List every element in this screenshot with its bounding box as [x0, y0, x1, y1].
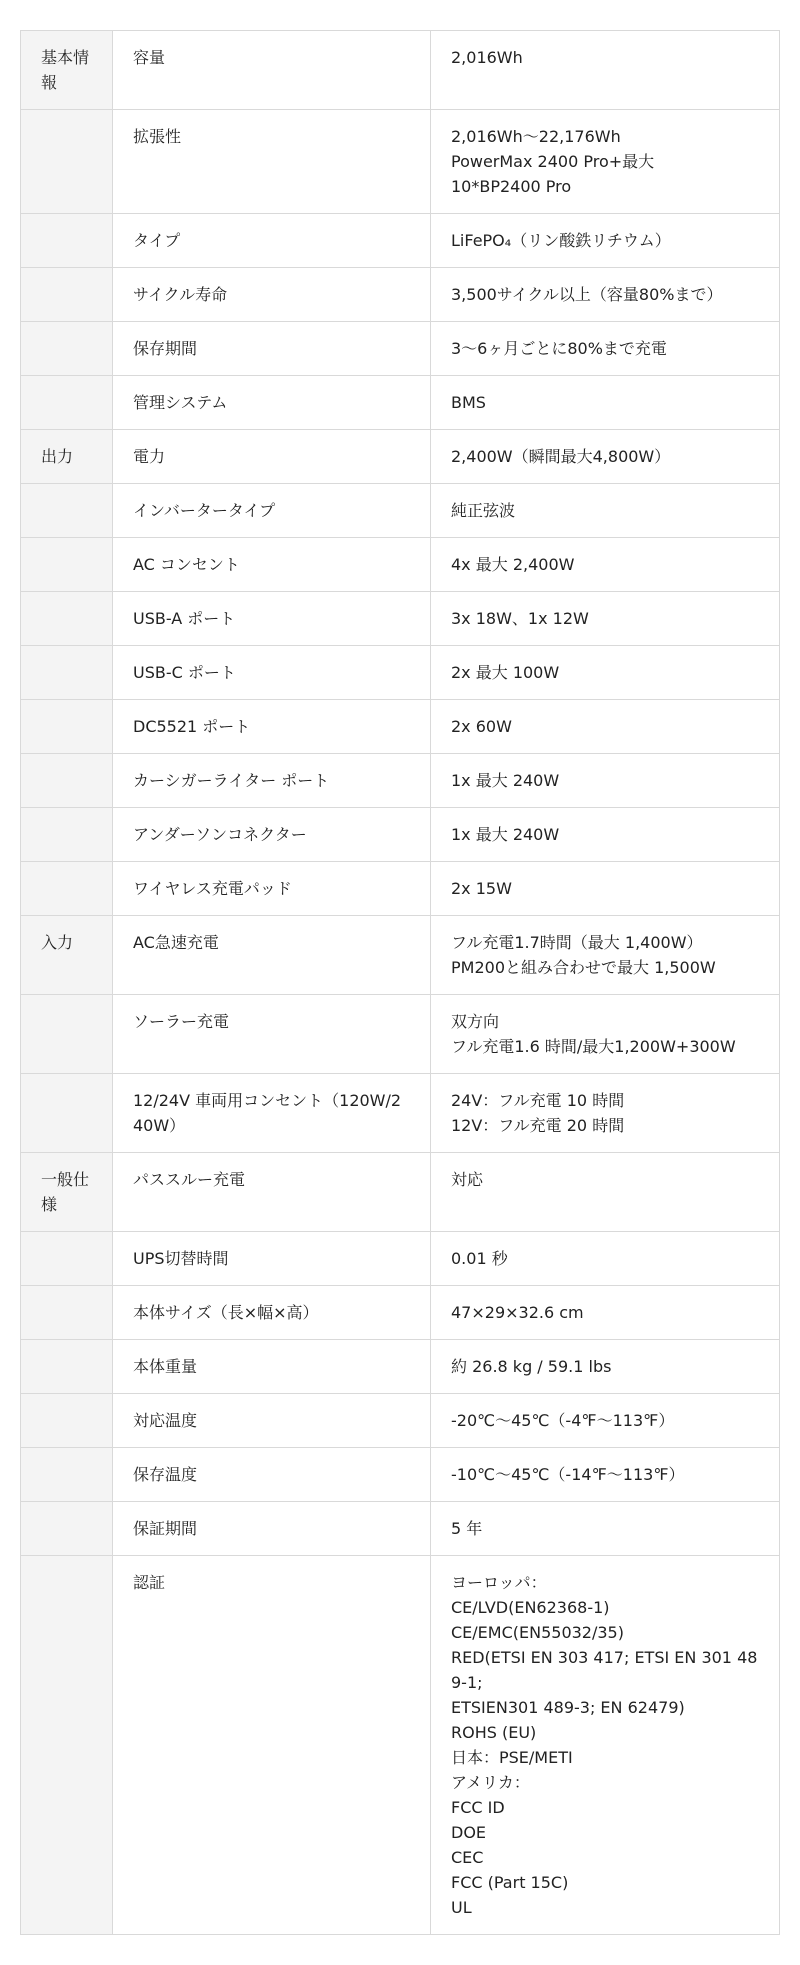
spec-value: 2,016Wh～22,176Wh PowerMax 2400 Pro+最大 10*BP2400 Pro: [431, 110, 780, 214]
spec-label: パススルー充電: [113, 1153, 431, 1232]
category-cell: [21, 1286, 113, 1340]
spec-value: ヨーロッパ： CE/LVD(EN62368-1) CE/EMC(EN55032/35) RED(ETSI EN 303 417; ETSI EN 301 489-1; ETSIEN301 489-3; EN 62479) ROHS (EU) 日本：PSE/METI アメリカ： FCC ID DOE CEC FCC (Part 15C) UL: [431, 1556, 780, 1935]
spec-row: [21, 214, 780, 268]
spec-value: 2x 15W: [431, 862, 780, 916]
spec-label: アンダーソンコネクター: [113, 808, 431, 862]
spec-row: [21, 862, 780, 916]
spec-row: [21, 754, 780, 808]
category-cell: [21, 322, 113, 376]
category-cell: 出力: [21, 430, 113, 484]
spec-row: [21, 1556, 780, 1935]
spec-label: 容量: [113, 31, 431, 110]
spec-label: カーシガーライター ポート: [113, 754, 431, 808]
spec-value: 対応: [431, 1153, 780, 1232]
spec-label: 保存温度: [113, 1448, 431, 1502]
spec-value: BMS: [431, 376, 780, 430]
spec-label: USB-C ポート: [113, 646, 431, 700]
spec-row: [21, 376, 780, 430]
spec-row: [21, 646, 780, 700]
spec-value: 24V：フル充電 10 時間 12V：フル充電 20 時間: [431, 1074, 780, 1153]
spec-value: 0.01 秒: [431, 1232, 780, 1286]
spec-row: [21, 916, 780, 995]
category-cell: [21, 1394, 113, 1448]
category-cell: [21, 754, 113, 808]
spec-value: 47×29×32.6 cm: [431, 1286, 780, 1340]
spec-label: USB-A ポート: [113, 592, 431, 646]
spec-value: フル充電1.7時間（最大 1,400W） PM200と組み合わせで最大 1,500W: [431, 916, 780, 995]
spec-label: 認証: [113, 1556, 431, 1935]
spec-row: [21, 1394, 780, 1448]
spec-value: 3,500サイクル以上（容量80%まで）: [431, 268, 780, 322]
spec-label: ソーラー充電: [113, 995, 431, 1074]
spec-label: 保存期間: [113, 322, 431, 376]
category-cell: [21, 376, 113, 430]
spec-row: [21, 995, 780, 1074]
spec-row: [21, 1448, 780, 1502]
spec-row: [21, 1502, 780, 1556]
category-cell: 一般仕様: [21, 1153, 113, 1232]
spec-value: 4x 最大 2,400W: [431, 538, 780, 592]
spec-row: [21, 700, 780, 754]
spec-label: AC コンセント: [113, 538, 431, 592]
spec-value: 2x 最大 100W: [431, 646, 780, 700]
spec-label: 管理システム: [113, 376, 431, 430]
category-cell: [21, 538, 113, 592]
spec-label: UPS切替時間: [113, 1232, 431, 1286]
spec-value: LiFePO₄（リン酸鉄リチウム）: [431, 214, 780, 268]
spec-label: DC5521 ポート: [113, 700, 431, 754]
spec-row: [21, 538, 780, 592]
category-cell: [21, 1340, 113, 1394]
category-cell: [21, 484, 113, 538]
spec-row: [21, 484, 780, 538]
spec-value: -10℃～45℃（-14℉～113℉）: [431, 1448, 780, 1502]
spec-label: インバータータイプ: [113, 484, 431, 538]
spec-row: [21, 592, 780, 646]
spec-value: 5 年: [431, 1502, 780, 1556]
category-cell: [21, 862, 113, 916]
spec-label: 拡張性: [113, 110, 431, 214]
spec-label: 本体重量: [113, 1340, 431, 1394]
category-cell: [21, 214, 113, 268]
spec-row: [21, 430, 780, 484]
spec-row: [21, 110, 780, 214]
category-cell: [21, 1232, 113, 1286]
spec-label: 保証期間: [113, 1502, 431, 1556]
spec-label: ワイヤレス充電パッド: [113, 862, 431, 916]
category-cell: 入力: [21, 916, 113, 995]
spec-value: 3x 18W、1x 12W: [431, 592, 780, 646]
category-cell: [21, 592, 113, 646]
spec-value: 1x 最大 240W: [431, 808, 780, 862]
spec-row: [21, 1232, 780, 1286]
category-cell: 基本情報: [21, 31, 113, 110]
spec-row: [21, 31, 780, 110]
spec-value: -20℃～45℃（-4℉～113℉）: [431, 1394, 780, 1448]
spec-value: 約 26.8 kg / 59.1 lbs: [431, 1340, 780, 1394]
category-cell: [21, 700, 113, 754]
category-cell: [21, 1074, 113, 1153]
spec-value: 2,016Wh: [431, 31, 780, 110]
spec-label: 本体サイズ（長×幅×高）: [113, 1286, 431, 1340]
category-cell: [21, 1502, 113, 1556]
category-cell: [21, 1448, 113, 1502]
spec-label: サイクル寿命: [113, 268, 431, 322]
spec-label: 12/24V 車両用コンセント（120W/240W）: [113, 1074, 431, 1153]
category-cell: [21, 808, 113, 862]
category-cell: [21, 646, 113, 700]
spec-value: 2,400W（瞬間最大4,800W）: [431, 430, 780, 484]
spec-table-container: [20, 30, 779, 1935]
spec-label: タイプ: [113, 214, 431, 268]
spec-label: 対応温度: [113, 1394, 431, 1448]
spec-label: AC急速充電: [113, 916, 431, 995]
category-cell: [21, 110, 113, 214]
spec-table: [20, 30, 780, 1935]
spec-value: 1x 最大 240W: [431, 754, 780, 808]
category-cell: [21, 268, 113, 322]
spec-row: [21, 1340, 780, 1394]
spec-row: [21, 322, 780, 376]
spec-row: [21, 1286, 780, 1340]
spec-value: 双方向 フル充電1.6 時間/最大1,200W+300W: [431, 995, 780, 1074]
spec-value: 純正弦波: [431, 484, 780, 538]
spec-row: [21, 808, 780, 862]
spec-row: [21, 1153, 780, 1232]
category-cell: [21, 1556, 113, 1935]
spec-value: 3～6ヶ月ごとに80%まで充電: [431, 322, 780, 376]
spec-label: 電力: [113, 430, 431, 484]
spec-value: 2x 60W: [431, 700, 780, 754]
category-cell: [21, 995, 113, 1074]
spec-row: [21, 1074, 780, 1153]
spec-row: [21, 268, 780, 322]
